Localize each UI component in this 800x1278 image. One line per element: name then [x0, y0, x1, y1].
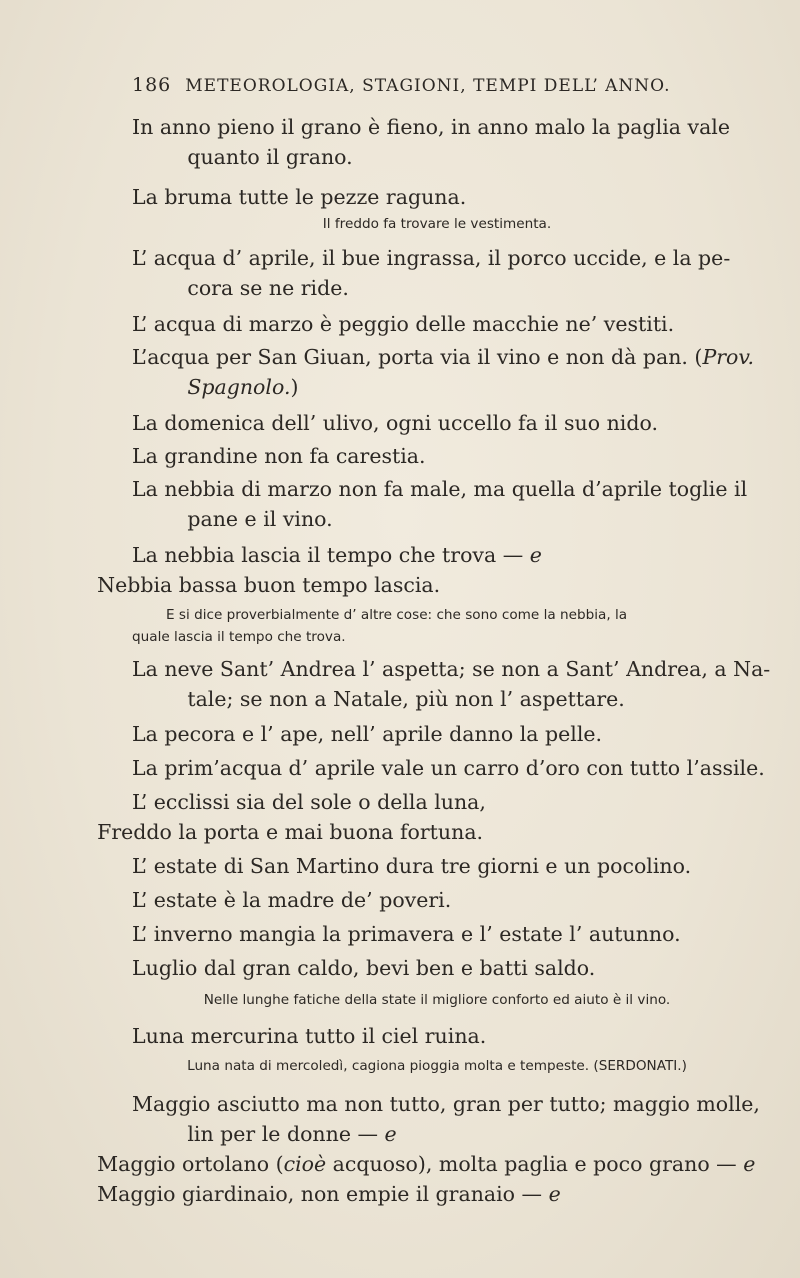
proverb: L’ ecclissi sia del sole o della luna,: [132, 790, 486, 814]
proverb-variant: Nebbia bassa buon tempo lascia.: [97, 573, 441, 597]
proverb-note: Il freddo fa trovare le vestimenta.: [322, 216, 552, 232]
proverb: Luglio dal gran caldo, bevi ben e batti saldo.: [132, 956, 596, 980]
running-header: [132, 74, 692, 96]
proverb: La nebbia di marzo non fa male, ma quella d’aprile toglie il pane e il vino.: [132, 477, 748, 531]
proverb: Maggio asciutto ma non tutto, gran per tutto; maggio molle, lin per le donne — e: [132, 1092, 760, 1146]
proverb: La neve Sant’ Andrea l’ aspetta; se non a Sant’ Andrea, a Na- tale; se non a Natale, più non l’ aspettare.: [132, 657, 771, 711]
running-title: METEOROLOGIA, STAGIONI, TEMPI DELL’ ANNO.: [185, 76, 671, 96]
proverb-variant: Maggio ortolano (cioè acquoso), molta paglia e poco grano — e: [97, 1152, 756, 1176]
proverb-note: E si dice proverbialmente d’ altre cose: che sono come la nebbia, la quale lascia il tempo che trova.: [132, 607, 628, 645]
proverb: L’ acqua di marzo è peggio delle macchie ne’ vestiti.: [132, 312, 675, 336]
proverb: In anno pieno il grano è fieno, in anno malo la paglia vale quanto il grano.: [132, 115, 730, 169]
proverb: L’ estate è la madre de’ poveri.: [132, 888, 452, 912]
proverb: L’ acqua d’ aprile, il bue ingrassa, il porco uccide, e la pe- cora se ne ride.: [132, 246, 731, 300]
proverb-variant: Maggio giardinaio, non empie il granaio — e: [97, 1182, 561, 1206]
proverb-list: [97, 112, 771, 1209]
proverb: La prim’acqua d’ aprile vale un carro d’oro con tutto l’assile.: [132, 756, 765, 780]
proverb: La domenica dell’ ulivo, ogni uccello fa il suo nido.: [132, 411, 658, 435]
proverb-note: Luna nata di mercoledì, cagiona pioggia molta e tempeste. (SERDONATI.): [187, 1058, 687, 1074]
proverb: La bruma tutte le pezze raguna.: [132, 185, 467, 209]
proverb: La grandine non fa carestia.: [132, 444, 426, 468]
proverb: L’acqua per San Giuan, porta via il vino e non dà pan. (Prov. Spagnolo.): [132, 345, 755, 399]
proverb: La pecora e l’ ape, nell’ aprile danno la pelle.: [132, 722, 603, 746]
proverb: Luna mercurina tutto il ciel ruina.: [132, 1024, 487, 1048]
proverb: L’ estate di San Martino dura tre giorni e un pocolino.: [132, 854, 692, 878]
proverb-note: Nelle lunghe fatiche della state il migliore conforto ed aiuto è il vino.: [203, 992, 671, 1008]
proverb: La nebbia lascia il tempo che trova — e: [132, 543, 542, 567]
proverb-variant: Freddo la porta e mai buona fortuna.: [97, 820, 484, 844]
proverb: L’ inverno mangia la primavera e l’ estate l’ autunno.: [132, 922, 681, 946]
page-number: 186: [132, 74, 172, 96]
